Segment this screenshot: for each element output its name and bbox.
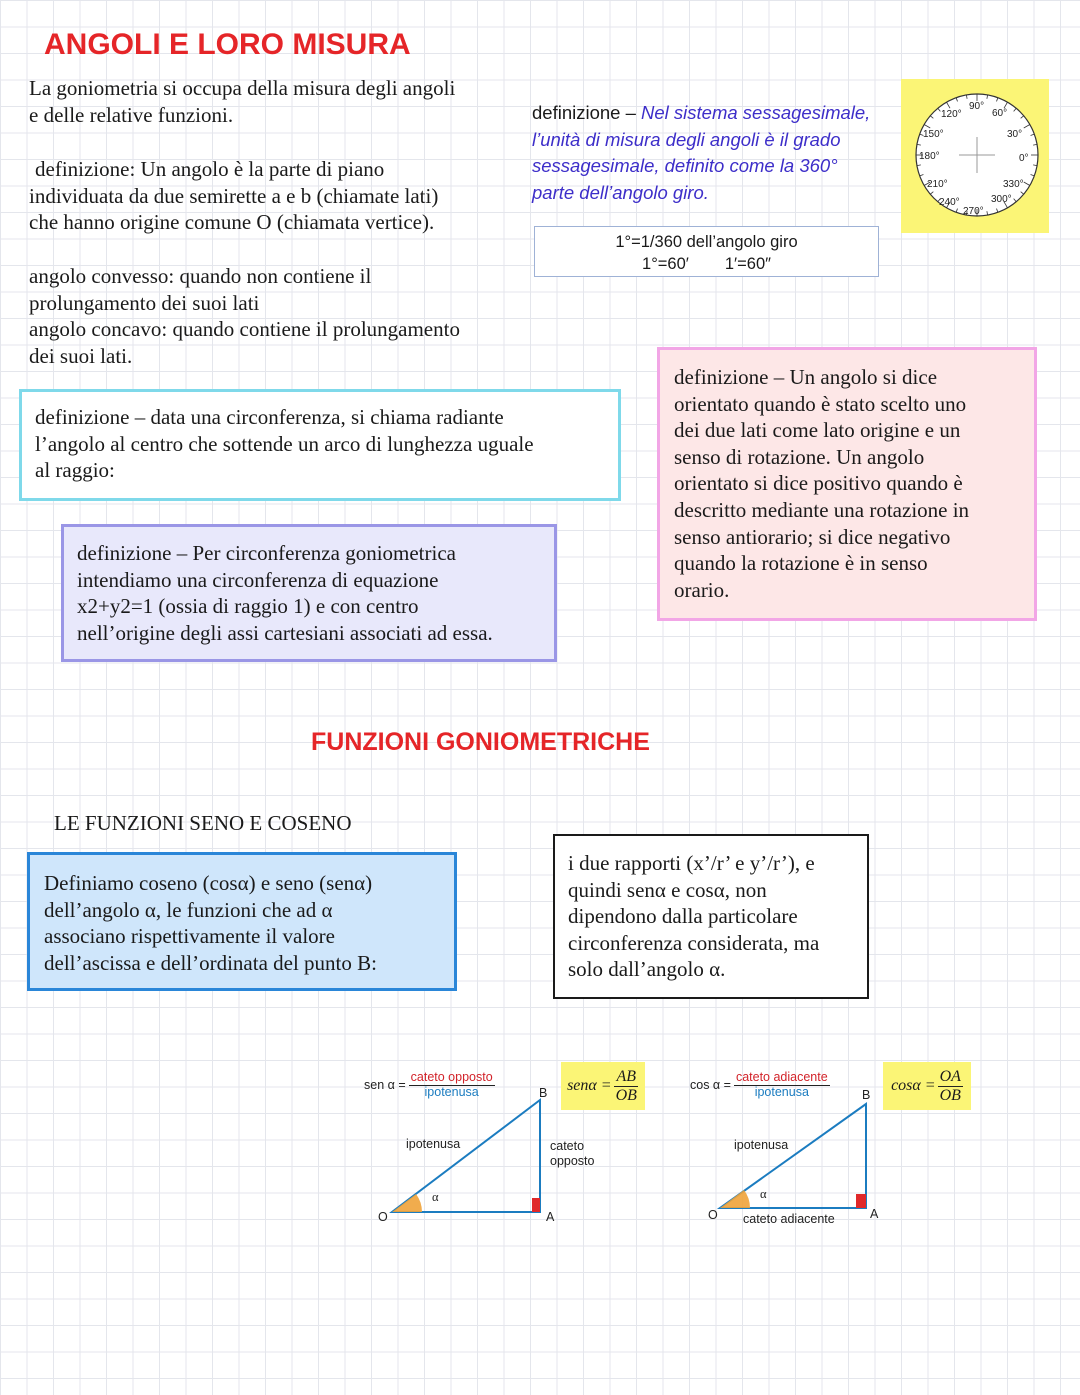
definition-sine-cosine: Definiamo coseno (cosα) e seno (senα) dell’angolo α, le funzioni che ad α associano rispettivamente il valore dell’ascissa e dell’ordinata del punto B: [27, 852, 457, 991]
definition-angle: definizione: Un angolo è la parte di piano individuata da due semirette a e b (chiamate lati) che hanno origine comune O (chiamata vertice). [29, 157, 439, 235]
sine-diagram [360, 1062, 650, 1232]
cosine-definition-formula: cos α = $\frac{\text{cateto adiacente}}{\text{ipotenusa}}$ [690, 1070, 828, 1099]
sine-hypotenuse-label: ipotenusa [406, 1137, 461, 1151]
dial-label-180: 180° [919, 151, 940, 162]
page-title: ANGOLI E LORO MISURA [44, 28, 411, 61]
intro-text: La goniometria si occupa della misura degli angoli e delle relative funzioni. [29, 76, 456, 127]
subsection-title: LE FUNZIONI SENO E COSENO [54, 811, 352, 835]
conversion-box: 1°=1/360 dell’angolo giro 1°=60′ 1′=60″ [534, 226, 879, 277]
cosine-vertex-O: O [708, 1208, 718, 1222]
cosine-angle-arc [720, 1190, 750, 1208]
convex-concave-text: angolo convesso: quando non contiene il prolungamento dei suoi lati angolo concavo: quando contiene il prolungamento dei suoi lati. [29, 264, 460, 368]
cosine-adjacent-leg-label: cateto adiacente [743, 1212, 835, 1226]
definition-unit-circle: definizione – Per circonferenza goniometrica intendiamo una circonferenza di equazione x2+y2=1 (ossia di raggio 1) e con centro nell’origine degli assi cartesiani associati ad essa. [61, 524, 557, 662]
dial-label-270: 270° [963, 206, 984, 217]
sine-definition-formula: sen α = $\frac{\text{cateto opposto}}{\text{ipotenusa}}$ [364, 1070, 493, 1099]
sine-opposite-leg-label: cateto opposto [550, 1139, 595, 1168]
sine-vertex-B: B [539, 1086, 548, 1100]
dial-label-330: 330° [1003, 179, 1024, 190]
protractor-dial-image [901, 79, 1049, 233]
dial-label-90: 90° [969, 101, 985, 112]
sine-triangle [392, 1100, 540, 1212]
sine-angle-arc [392, 1194, 422, 1212]
sine-alpha-label: α [432, 1190, 439, 1204]
cosine-vertex-A: A [870, 1207, 879, 1221]
dial-label-300: 300° [991, 194, 1012, 205]
cosine-vertex-B: B [862, 1088, 871, 1102]
dial-label-30: 30° [1007, 129, 1023, 140]
sine-formula-highlight: senα = $\frac{AB}{OB}$ [561, 1062, 645, 1110]
dial-label-210: 210° [927, 179, 948, 190]
cosine-diagram [688, 1062, 978, 1232]
dial-label-0: 0° [1019, 153, 1029, 164]
cosine-right-angle-mark [856, 1194, 866, 1208]
dial-label-240: 240° [939, 197, 960, 208]
cosine-formula-highlight: cosα = $\frac{OA}{OB}$ [883, 1062, 971, 1110]
definition-oriented-angle: definizione – Un angolo si dice orientato quando è stato scelto uno dei due lati come lato origine e un senso di rotazione. Un angolo orientato si dice positivo quando è descritto mediante una rotazione in senso antiorario; si dice negativo quando la rotazione è in senso orario. [657, 347, 1037, 621]
dial-label-60: 60° [992, 108, 1008, 119]
ratios-note: i due rapporti (x’/r’ e y’/r’), e quindi senα e cosα, non dipendono dalla particolare circonferenza considerata, ma solo dall’angolo α. [553, 834, 869, 999]
definition-radian: definizione – data una circonferenza, si chiama radiante l’angolo al centro che sottende un arco di lunghezza uguale al raggio: [19, 389, 621, 501]
sine-vertex-A: A [546, 1210, 555, 1224]
dial-label-150: 150° [923, 129, 944, 140]
sine-vertex-O: O [378, 1210, 388, 1224]
cosine-hypotenuse-label: ipotenusa [734, 1138, 789, 1152]
sine-right-angle-mark [532, 1198, 540, 1212]
section-title: FUNZIONI GONIOMETRICHE [311, 728, 650, 756]
dial-label-120: 120° [941, 109, 962, 120]
definition-sexagesimal: definizione – Nel sistema sessagesimale, l’unità di misura degli angoli è il grado sessagesimale, definito come la 360° parte dell’angolo giro. [532, 102, 871, 203]
protractor-dial-svg [901, 79, 1049, 233]
cosine-alpha-label: α [760, 1187, 767, 1201]
